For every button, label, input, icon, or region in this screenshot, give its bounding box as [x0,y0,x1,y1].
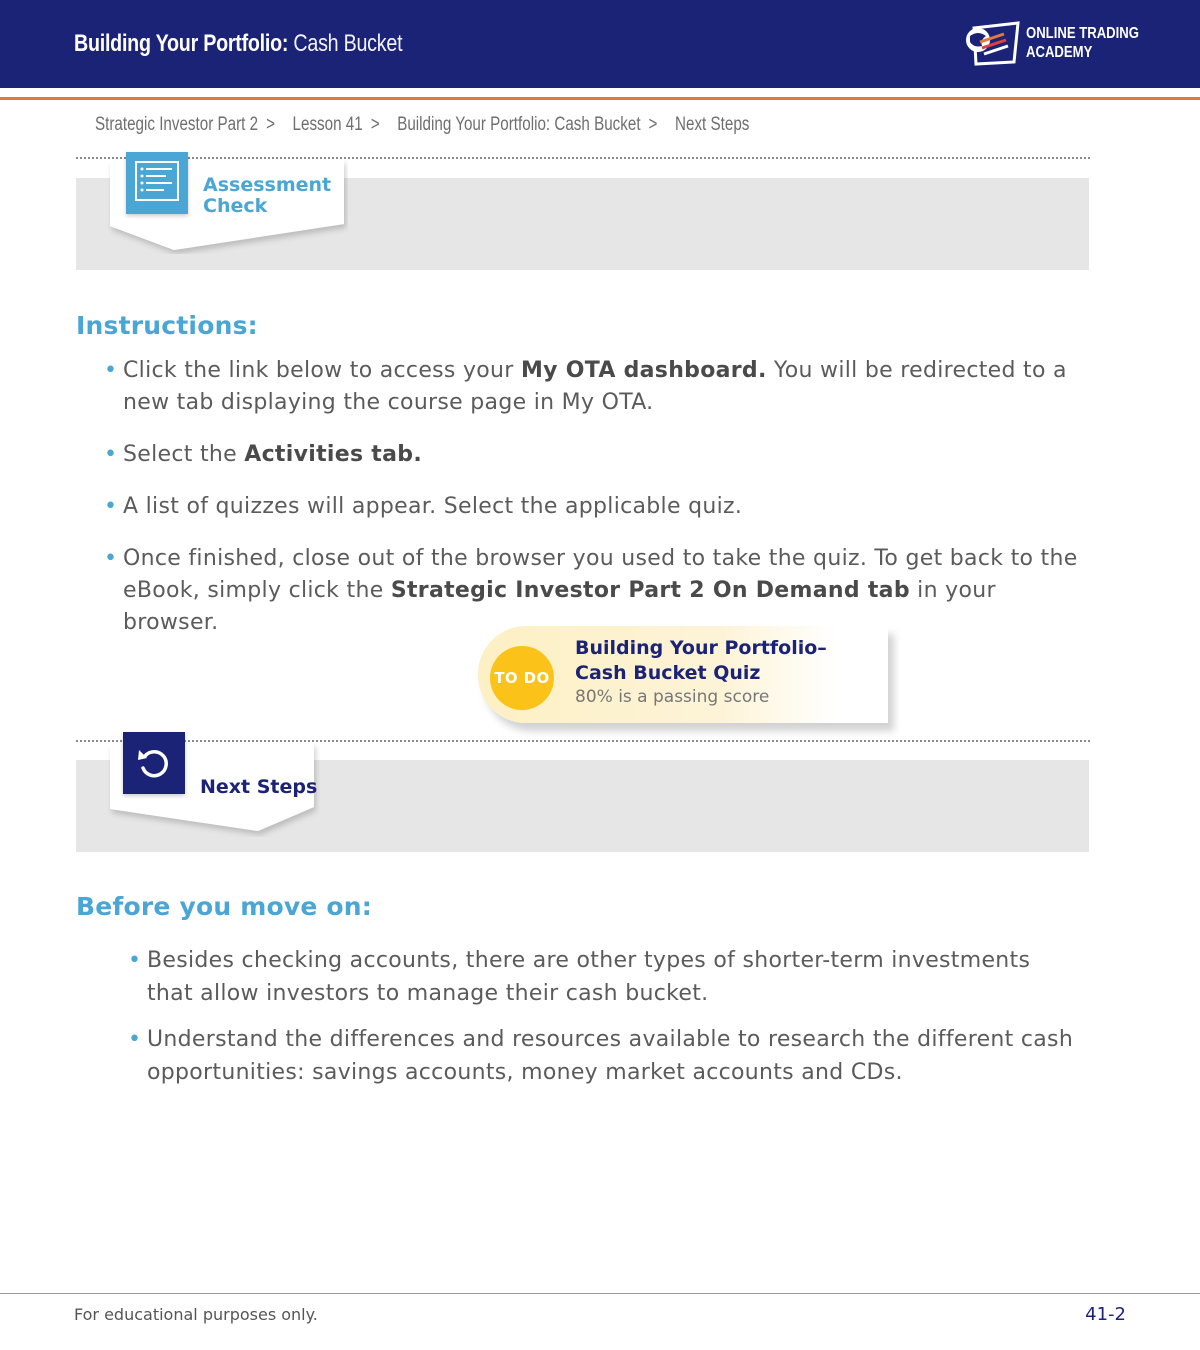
checklist-icon [126,152,188,214]
ota-logo [960,20,1140,68]
bullet-icon: • [128,948,142,973]
list-item-text: Once finished, close out of the browser you used to take the quiz. To get back to the eBook, simply click the [123,546,1078,603]
list-item-bold: Strategic Investor Part 2 On Demand tab [390,578,910,603]
breadcrumb-item-current[interactable]: Next Steps [675,114,750,135]
assessment-label-line-2: Check [203,195,268,217]
breadcrumb-separator: > [266,114,275,135]
ota-logo-icon [960,20,1022,66]
breadcrumb-separator: > [370,114,380,135]
assessment-label-line-1: Assessment [203,174,332,196]
list-item [128,944,1077,1010]
list-item [104,439,1083,471]
breadcrumb [95,112,764,138]
bullet-icon: • [104,494,118,519]
list-item-text: Select the [123,442,245,467]
bullet-icon: • [104,442,118,467]
logo-line-1: ONLINE TRADING [1026,25,1139,42]
quiz-title-line-1: Building Your Portfolio– [575,637,827,659]
bullet-icon: • [128,1027,142,1052]
footer-disclaimer: For educational purposes only. [74,1305,318,1324]
breadcrumb-item-topic[interactable]: Building Your Portfolio: Cash Bucket [397,114,641,135]
logo-line-2: ACADEMY [1026,44,1093,61]
list-item [104,543,1083,639]
breadcrumb-separator: > [648,114,658,135]
bullet-icon: • [104,358,118,383]
quiz-title-line-2: Cash Bucket Quiz [575,662,761,684]
assessment-label [203,175,331,217]
list-item-text: You will be redirected to a new tab displaying the course page in My OTA. [123,358,1067,415]
breadcrumb-item-course[interactable]: Strategic Investor Part 2 [95,114,259,135]
page-header [0,0,1200,88]
list-item-text: in your browser. [123,578,996,635]
list-item-text: Besides checking accounts, there are other types of shorter-term investments that allow investors to manage their cash bucket. [147,948,1031,1006]
before-list [128,944,1077,1089]
list-item [104,491,1083,523]
next-steps-label: Next Steps [200,776,318,798]
quiz-link-card[interactable] [478,626,888,723]
breadcrumb-item-lesson[interactable]: Lesson 41 [292,114,363,135]
list-item [128,1023,1077,1089]
before-heading: Before you move on: [76,892,372,921]
ota-logo-text [1026,24,1139,62]
list-item-text: A list of quizzes will appear. Select the applicable quiz. [123,494,743,519]
instructions-heading: Instructions: [76,311,258,340]
list-item-bold: My OTA dashboard. [520,358,767,383]
bullet-icon: • [104,546,118,571]
instructions-list [104,355,1083,639]
page-title [74,30,402,58]
list-item-bold: Activities tab. [244,442,422,467]
refresh-icon [123,732,185,794]
list-item [104,355,1083,419]
page-title-bold: Building Your Portfolio: [74,30,289,57]
todo-badge: TO DO [490,646,554,710]
list-item-text: Click the link below to access your [123,358,521,383]
page-number: 41-2 [1085,1304,1126,1325]
quiz-title[interactable] [575,636,827,686]
list-item-text: Understand the differences and resources available to research the different cash opportunities: savings accounts, money market accounts and CDs. [147,1027,1074,1085]
quiz-passing-score: 80% is a passing score [575,687,770,707]
footer-divider [0,1293,1200,1294]
page-title-light: Cash Bucket [293,30,403,57]
header-accent-rule [0,97,1200,100]
